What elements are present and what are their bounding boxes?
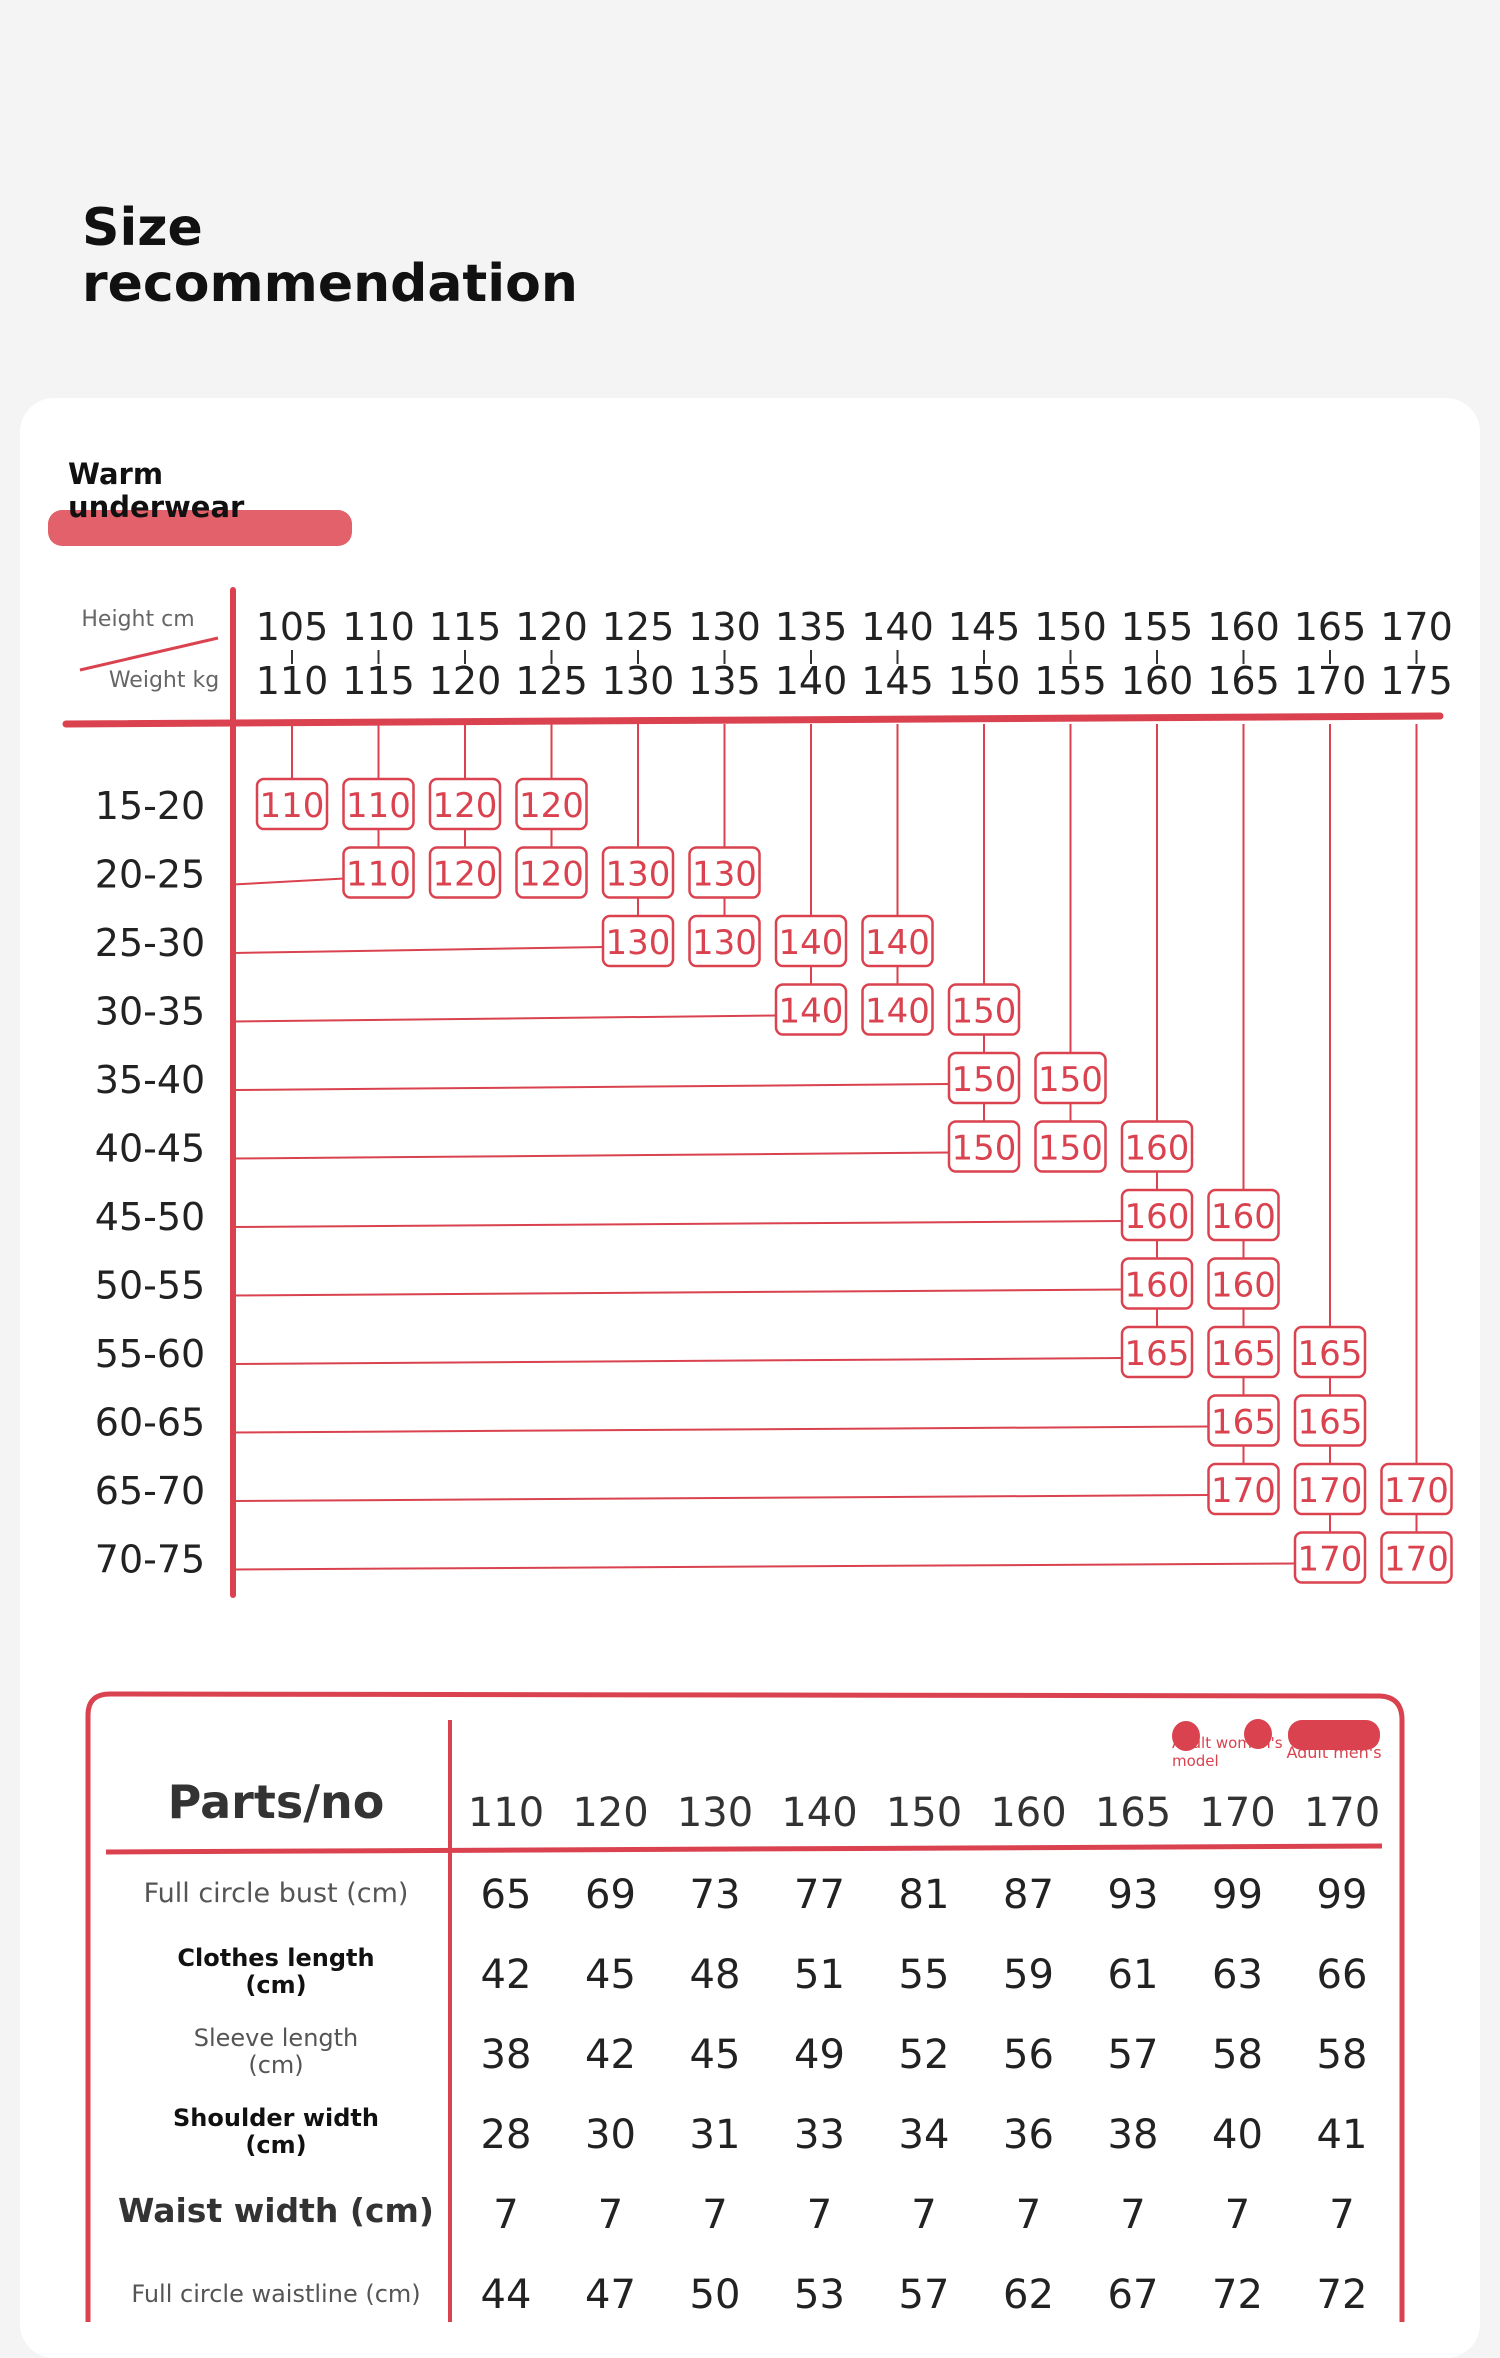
table-cell-value: 56	[1003, 2032, 1054, 2078]
badge-women-line1: Adult women's	[1172, 1734, 1283, 1752]
height-range-from: 140	[861, 605, 934, 649]
table-cell-value: 53	[794, 2272, 845, 2318]
height-range-from: 130	[688, 605, 761, 649]
table-cell-value: 99	[1316, 1872, 1368, 1918]
table-cell-value: 36	[1003, 2112, 1054, 2158]
weight-range-label: 50-55	[94, 1263, 206, 1308]
height-range-to: 125	[515, 659, 588, 703]
size-cell-value: 110	[346, 786, 411, 826]
table-column-header: 110	[467, 1790, 545, 1836]
table-column-header: 160	[990, 1790, 1067, 1836]
table-cell-value: 7	[1120, 2192, 1146, 2238]
table-row-label-unit: (cm)	[248, 2051, 304, 2079]
size-cell-value: 130	[692, 854, 757, 895]
table-cell-value: 55	[898, 1952, 950, 1998]
height-range-from: 160	[1207, 605, 1280, 649]
table-cell-value: 66	[1316, 1952, 1368, 1998]
table-cell-value: 72	[1316, 2272, 1368, 2318]
size-cell-value: 150	[951, 991, 1017, 1032]
table-cell-value: 62	[1003, 2272, 1054, 2318]
row-guide-line	[233, 879, 345, 885]
row-guide-line	[233, 1016, 777, 1022]
size-cell-value: 165	[1297, 1402, 1363, 1443]
table-cell-value: 51	[794, 1952, 845, 1998]
row-guide-line	[233, 1358, 1123, 1364]
table-cell-value: 69	[585, 1872, 636, 1918]
table-cell-value: 30	[585, 2112, 636, 2158]
size-cell-value: 165	[1297, 1334, 1363, 1374]
row-guide-line	[233, 947, 604, 953]
table-column-header: 140	[781, 1790, 858, 1836]
size-cell-value: 160	[1124, 1128, 1190, 1169]
table-cell-value: 57	[1107, 2032, 1159, 2078]
table-row-label: Waist width (cm)	[118, 2191, 434, 2230]
table-column-header: 165	[1094, 1790, 1172, 1836]
size-cell-value: 170	[1211, 1471, 1276, 1511]
weight-range-label: 25-30	[94, 921, 206, 965]
table-cell-value: 7	[1224, 2192, 1251, 2238]
height-axis-label: Height cm	[81, 607, 195, 632]
size-cell-value: 140	[865, 991, 930, 1032]
row-guide-line	[233, 1084, 950, 1090]
row-guide-line	[233, 1564, 1296, 1570]
weight-range-label: 30-35	[94, 989, 206, 1034]
table-row-label: Sleeve length	[193, 2024, 359, 2052]
height-range-from: 165	[1293, 605, 1367, 649]
table-cell-value: 49	[794, 2032, 845, 2078]
section-title	[68, 458, 244, 524]
table-cell-value: 52	[898, 2032, 950, 2078]
badge-men-label: Adult men's	[1286, 1743, 1382, 1762]
size-cell-value: 140	[778, 991, 844, 1032]
weight-range-label: 15-20	[94, 784, 206, 828]
table-cell-value: 99	[1212, 1872, 1263, 1918]
size-cell-value: 110	[259, 786, 325, 826]
table-cell-value: 87	[1003, 1872, 1054, 1918]
size-cell-value: 140	[778, 923, 844, 963]
height-range-to: 145	[861, 659, 934, 703]
weight-range-label: 60-65	[94, 1400, 206, 1445]
table-cell-value: 73	[689, 1872, 741, 1918]
table-cell-value: 7	[702, 2192, 728, 2238]
size-cell-value: 150	[1038, 1128, 1103, 1169]
height-range-to: 165	[1207, 659, 1280, 703]
table-cell-value: 61	[1107, 1952, 1159, 1998]
row-guide-line	[233, 1495, 1210, 1501]
table-cell-value: 7	[597, 2192, 624, 2238]
height-range-to: 155	[1034, 659, 1107, 703]
page-title-line2: recommendation	[82, 254, 578, 314]
height-range-to: 170	[1293, 659, 1367, 703]
table-cell-value: 58	[1212, 2032, 1263, 2078]
badge-women-line2: model	[1172, 1752, 1219, 1770]
height-range-from: 110	[342, 605, 415, 649]
table-cell-value: 67	[1107, 2272, 1159, 2318]
size-cell-value: 160	[1124, 1265, 1190, 1306]
weight-axis-label: Weight kg	[108, 668, 220, 693]
height-range-to: 130	[601, 659, 675, 703]
height-range-to: 160	[1120, 659, 1194, 703]
table-cell-value: 57	[898, 2272, 950, 2318]
size-cell-value: 170	[1297, 1471, 1363, 1511]
table-cell-value: 81	[898, 1872, 950, 1918]
table-cell-value: 34	[898, 2112, 950, 2158]
table-cell-value: 47	[585, 2272, 636, 2318]
row-guide-line	[233, 1427, 1210, 1433]
section-title-line1: Warm	[68, 457, 164, 491]
height-range-from: 125	[601, 605, 675, 649]
table-cell-value: 72	[1212, 2272, 1263, 2318]
table-cell-value: 38	[480, 2032, 532, 2078]
table-cell-value: 38	[1107, 2112, 1159, 2158]
height-range-from: 155	[1120, 605, 1194, 649]
size-cell-value: 170	[1384, 1539, 1449, 1580]
table-column-header: 170	[1303, 1790, 1381, 1836]
height-range-from: 115	[428, 605, 502, 649]
size-cell-value: 160	[1124, 1197, 1190, 1237]
table-column-header: 170	[1199, 1790, 1276, 1836]
table-corner-label: Parts/no	[167, 1775, 385, 1829]
size-cell-value: 140	[865, 923, 930, 963]
height-range-to: 135	[688, 659, 761, 703]
table-row-label: Full circle waistline (cm)	[131, 2280, 421, 2308]
height-range-to: 115	[342, 659, 415, 703]
size-cell-value: 150	[1038, 1060, 1103, 1100]
table-cell-value: 50	[689, 2272, 741, 2318]
height-range-to: 175	[1380, 659, 1453, 703]
table-divider-horizontal	[106, 1846, 1382, 1852]
table-cell-value: 40	[1212, 2112, 1263, 2158]
height-range-from: 120	[515, 605, 588, 649]
table-cell-value: 41	[1316, 2112, 1368, 2158]
size-cell-value: 160	[1211, 1265, 1276, 1306]
size-cell-value: 130	[605, 854, 671, 895]
weight-range-label: 20-25	[94, 852, 206, 897]
table-cell-value: 7	[911, 2192, 937, 2238]
weight-range-label: 70-75	[94, 1537, 206, 1582]
table-column-header: 130	[676, 1790, 754, 1836]
size-cell-value: 170	[1384, 1471, 1449, 1511]
height-range-from: 170	[1380, 605, 1453, 649]
size-cell-value: 170	[1297, 1539, 1363, 1580]
table-cell-value: 42	[585, 2032, 636, 2078]
table-cell-value: 58	[1316, 2032, 1368, 2078]
page-title-line1: Size	[82, 198, 203, 258]
table-cell-value: 7	[493, 2192, 519, 2238]
size-cell-value: 130	[605, 923, 671, 963]
table-cell-value: 7	[1015, 2192, 1042, 2238]
table-cell-value: 59	[1003, 1952, 1054, 1998]
table-cell-value: 33	[794, 2112, 845, 2158]
height-range-from: 150	[1034, 605, 1107, 649]
size-cell-value: 165	[1211, 1402, 1276, 1443]
table-cell-value: 48	[689, 1952, 741, 1998]
weight-range-label: 35-40	[94, 1058, 206, 1102]
weight-range-label: 65-70	[94, 1469, 206, 1513]
size-cell-value: 165	[1211, 1334, 1276, 1374]
height-range-to: 110	[255, 659, 329, 703]
weight-range-label: 40-45	[94, 1126, 206, 1171]
table-cell-value: 44	[480, 2272, 532, 2318]
table-cell-value: 7	[806, 2192, 833, 2238]
height-range-from: 105	[255, 605, 329, 649]
row-guide-line	[233, 1290, 1123, 1296]
table-cell-value: 45	[689, 2032, 741, 2078]
size-cell-value: 130	[692, 923, 757, 963]
table-cell-value: 93	[1107, 1872, 1159, 1918]
size-cell-value: 165	[1124, 1334, 1190, 1374]
table-cell-value: 45	[585, 1952, 636, 1998]
axis-diagonal-divider	[80, 638, 218, 670]
weight-range-label: 55-60	[94, 1332, 206, 1376]
row-guide-line	[233, 1153, 950, 1159]
size-cell-value: 120	[432, 854, 498, 895]
row-guide-line	[233, 1221, 1123, 1227]
table-cell-value: 77	[794, 1872, 845, 1918]
height-range-from: 145	[947, 605, 1021, 649]
size-cell-value: 160	[1211, 1197, 1276, 1237]
section-title-line2: underwear	[68, 490, 245, 524]
size-cell-value: 150	[951, 1128, 1017, 1169]
table-cell-value: 65	[480, 1872, 532, 1918]
table-cell-value: 7	[1329, 2192, 1355, 2238]
table-cell-value: 42	[480, 1952, 532, 1998]
size-cell-value: 110	[346, 854, 411, 895]
height-range-from: 135	[774, 605, 848, 649]
size-cell-value: 120	[432, 786, 498, 826]
height-range-to: 120	[428, 659, 502, 703]
table-row-label-unit: (cm)	[245, 1971, 307, 1999]
table-column-header: 120	[572, 1790, 649, 1836]
size-cell-value: 120	[519, 854, 584, 895]
table-cell-value: 28	[480, 2112, 532, 2158]
table-row-label: Shoulder width	[173, 2104, 379, 2132]
table-row-label: Full circle bust (cm)	[143, 1878, 409, 1909]
table-cell-value: 31	[689, 2112, 741, 2158]
weight-range-label: 45-50	[94, 1195, 206, 1239]
size-cell-value: 150	[951, 1060, 1017, 1100]
table-row-label-unit: (cm)	[245, 2131, 307, 2159]
table-cell-value: 63	[1212, 1952, 1263, 1998]
table-row-label: Clothes length	[177, 1944, 375, 1972]
height-range-to: 140	[774, 659, 848, 703]
height-axis-line	[66, 716, 1440, 724]
height-range-to: 150	[947, 659, 1021, 703]
table-column-header: 150	[885, 1790, 963, 1836]
size-cell-value: 120	[519, 786, 584, 826]
